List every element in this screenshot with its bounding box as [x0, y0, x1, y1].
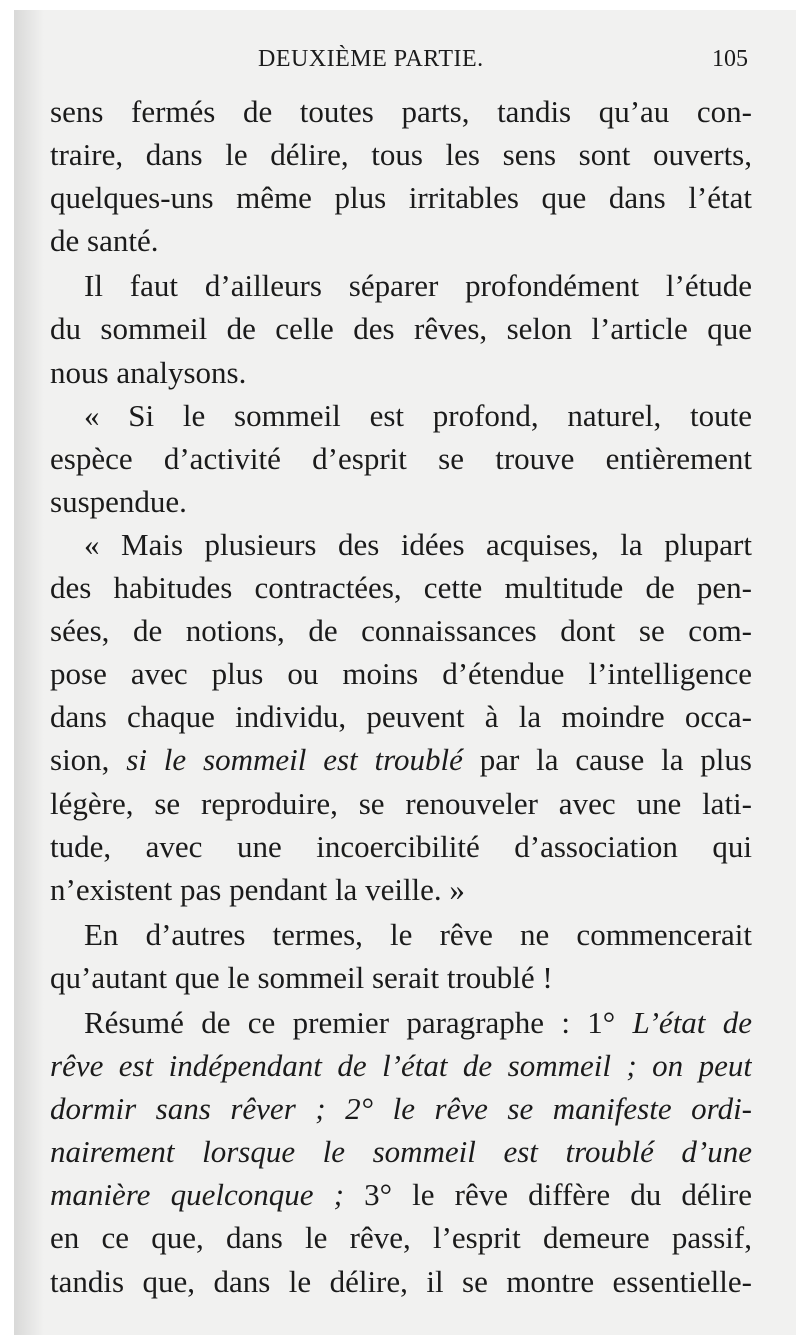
text-line: En d’autres termes, le rêve ne commencerait	[84, 916, 752, 952]
text-line: dormir sans rêver ; 2° le rêve se manifeste ordi-	[50, 1091, 752, 1127]
running-title: DEUXIÈME PARTIE.	[258, 46, 484, 72]
text-line: nairement lorsque le sommeil est troublé d’une	[50, 1134, 752, 1170]
book-page	[14, 10, 796, 1335]
text-line: pose avec plus ou moins d’étendue l’intelligence	[50, 656, 752, 692]
text-line: légère, se reproduire, se renouveler avec une lati-	[50, 785, 752, 821]
page-edge-shadow	[14, 10, 44, 1335]
italic-text: L’état de	[632, 1004, 752, 1040]
italic-text: si le sommeil est troublé	[126, 742, 463, 778]
text-line: de santé.	[50, 223, 159, 259]
text-line: n’existent pas pendant la veille. »	[50, 871, 465, 907]
text-line: traire, dans le délire, tous les sens sont ouverts,	[50, 137, 752, 173]
text-line: nous analysons.	[50, 354, 247, 390]
page-number: 105	[712, 46, 748, 72]
text-line: du sommeil de celle des rêves, selon l’article que	[50, 311, 752, 347]
text-line: sées, de notions, de connaissances dont se com-	[50, 613, 752, 649]
text-line: suspendue.	[50, 483, 187, 519]
text-line: en ce que, dans le rêve, l’esprit demeure passif,	[50, 1220, 752, 1256]
text-line: quelques-uns même plus irritables que dans l’état	[50, 180, 752, 216]
text-line: « Si le sommeil est profond, naturel, toute	[84, 397, 752, 433]
text-line: sens fermés de toutes parts, tandis qu’au con-	[50, 94, 752, 129]
text-line: tandis que, dans le délire, il se montre essentielle-	[50, 1263, 752, 1299]
running-header	[14, 46, 796, 86]
text-line: sion, si le sommeil est troublé par la cause la plus	[50, 742, 752, 778]
text-line: des habitudes contractées, cette multitude de pen-	[50, 570, 752, 606]
text-line: manière quelconque ; 3° le rêve diffère du délire	[50, 1177, 752, 1213]
italic-text: manière quelconque ;	[50, 1177, 344, 1213]
text-line: rêve est indépendant de l’état de sommeil ; on peut	[50, 1048, 752, 1084]
text-line: tude, avec une incoercibilité d’association qui	[50, 828, 752, 864]
text-line: qu’autant que le sommeil serait troublé !	[50, 959, 553, 995]
text-line: dans chaque individu, peuvent à la moindre occa-	[50, 699, 752, 735]
text-line: espèce d’activité d’esprit se trouve entièrement	[50, 440, 752, 476]
body-text	[50, 90, 752, 1303]
text-line: « Mais plusieurs des idées acquises, la plupart	[84, 526, 752, 562]
text-line: Résumé de ce premier paragraphe : 1° L’état de	[84, 1004, 752, 1040]
text-line: Il faut d’ailleurs séparer profondément l’étude	[84, 268, 752, 304]
